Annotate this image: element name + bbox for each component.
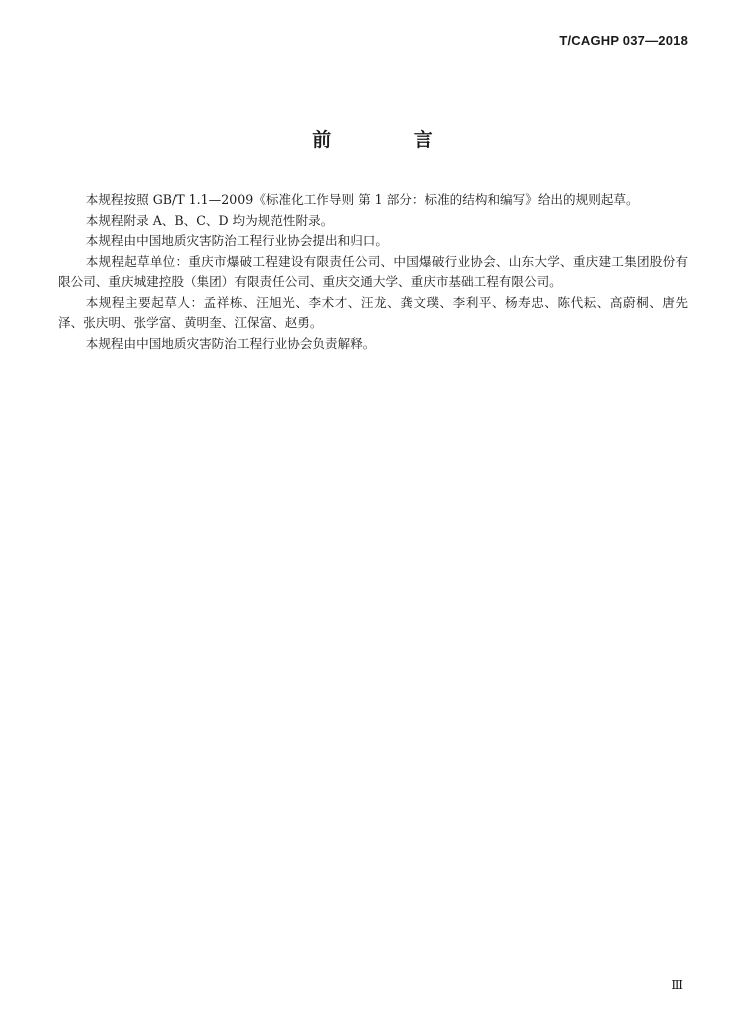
standard-code: T/CAGHP 037—2018	[559, 33, 688, 48]
paragraph-drafting-rules: 本规程按照 GB/T 1.1—2009《标准化工作导则 第 1 部分：标准的结构和编写》给出的规则起草。	[85, 192, 639, 207]
page-title: 前 言	[312, 129, 471, 151]
page-number: Ⅲ	[671, 978, 683, 992]
paragraph-appendices: 本规程附录 A、B、C、D 均为规范性附录。	[85, 212, 334, 228]
foreword-body	[58, 190, 688, 354]
paragraph-interpretation: 本规程由中国地质灾害防治工程行业协会负责解释。	[85, 335, 376, 351]
paragraph-proposer: 本规程由中国地质灾害防治工程行业协会提出和归口。	[85, 233, 388, 248]
paragraph-drafting-units: 本规程起草单位：重庆市爆破工程建设有限责任公司、中国爆破行业协会、山东大学、重庆建工集团股份有限公司、重庆城建控股（集团）有限责任公司、重庆交通大学、重庆市基础工程有限公司。	[58, 253, 688, 289]
paragraph-drafters: 本规程主要起草人：孟祥栋、汪旭光、李术才、汪龙、龚文璞、李利平、杨寿忠、陈代耘、高蔚桐、唐先泽、张庆明、张学富、黄明奎、江保富、赵勇。	[58, 294, 688, 330]
